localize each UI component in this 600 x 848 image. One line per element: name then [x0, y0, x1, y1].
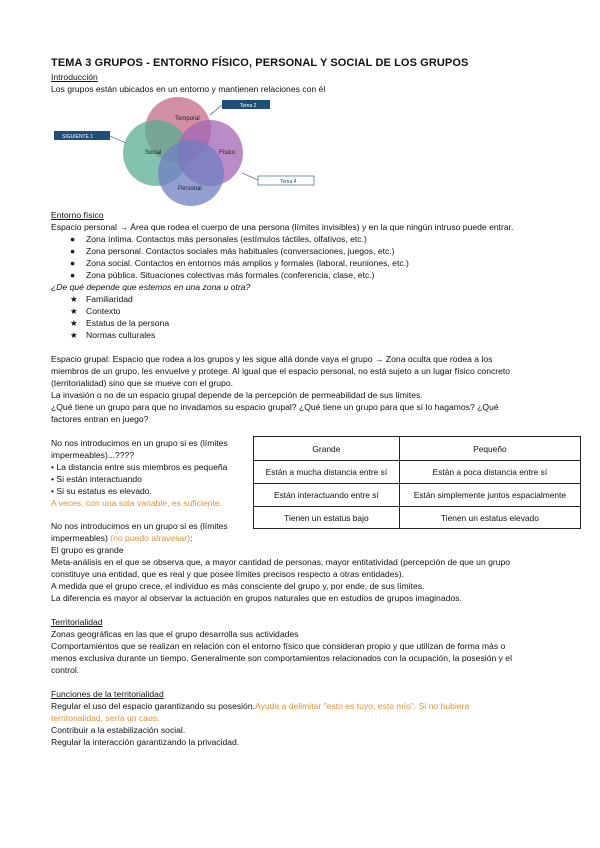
list-item: ★ Contexto [70, 306, 121, 316]
territorialidad-heading: Territorialidad [51, 617, 103, 627]
text-line: Comportamientos que se realizan en relación con el entorno físico que consideran propio y que utilizan de forma más o [51, 641, 506, 651]
orange-note: A veces, con una sola variable, es suficiente. [51, 498, 223, 508]
text-line: Zonas geográficas en las que el grupo desarrolla sus actividades [51, 629, 299, 639]
list-item: ● Zona íntima. Contactos más personales (estímulos táctiles, olfativos, etc.) [70, 234, 367, 244]
text-line: impermeables) (no puedo atravesar): [51, 533, 193, 543]
venn-diagram [50, 95, 350, 210]
orange-note: territorialidad, sería un caos. [51, 713, 160, 723]
funciones-heading: Funciones de la territorialidad [51, 689, 164, 699]
text-line: • Si están interactuando [51, 474, 142, 484]
label-temporal: Temporal [175, 116, 200, 122]
orange-note: Ayuda a delimitar "esto es tuyo, esto mío". Si no hubiera [255, 701, 470, 711]
table-header: Pequeño [399, 437, 580, 461]
text-line: control. [51, 665, 80, 675]
table-row [254, 484, 581, 507]
label-personal: Personal [178, 186, 202, 192]
orange-note: (no puedo atravesar) [110, 533, 191, 543]
list-item: ● Zona social. Contactos en entornos más amplios y formales (laboral, reuniones, etc.) [70, 258, 409, 268]
label-social: Social [145, 150, 162, 156]
table-cell: Están interactuando entre sí [254, 484, 400, 507]
text-line: Contribuir a la estabilización social. [51, 725, 186, 735]
table-cell: Están a poca distancia entre sí [399, 461, 580, 484]
table-cell: Están a mucha distancia entre sí [254, 461, 400, 484]
text-line: Meta-análisis en el que se observa que, a mayor cantidad de personas, mayor entitatividad (percepción de que un grupo [51, 557, 511, 567]
list-item: ● Zona pública. Situaciones colectivas más formales (conferencia, clase, etc.) [70, 270, 375, 280]
text-line: Espacio grupal: Espacio que rodea a los grupos y les sigue allá donde vaya el grupo → Zona oculta que rodea a los [51, 354, 493, 364]
list-item: ★ Estatus de la persona [70, 318, 170, 328]
text-line: • Si su estatus es elevado. [51, 486, 152, 496]
table-cell: Tienen un estatus elevado [399, 507, 580, 529]
text-line: constituye una entidad, que es real y que posee límites precisos respecto a otras entidades). [51, 569, 405, 579]
intro-heading: Introducción [51, 72, 98, 82]
label-fisico: Físico [219, 150, 236, 156]
table-header: Grande [254, 437, 400, 461]
list-item: ★ Normas culturales [70, 330, 156, 340]
text-line: ¿Qué tiene un grupo para que no invadamos su espacio grupal? ¿Qué tiene un grupo para que sí lo hagamos? ¿Qué [51, 402, 499, 412]
text-line: • La distancia entre sus miembros es pequeña [51, 462, 228, 472]
zona-question: ¿De qué depende que estemos en una zona u otra? [51, 282, 251, 292]
text-line: miembros de un grupo, les envuelve y protege. Al igual que el espacio personal, no está sujeto a un lugar físico concreto [51, 366, 511, 376]
text-line: La invasión o no de un espacio grupal depende de la percepción de permeabilidad de sus límites. [51, 390, 423, 400]
personal-circle [158, 140, 224, 206]
text-line: impermeables)...???? [51, 450, 135, 460]
tag-siguiente1-text: SIGUIENTE 1 [62, 134, 94, 140]
table-cell: Están simplemente juntos espacialmente [399, 484, 580, 507]
espacio-personal-def: Espacio personal → Área que rodea el cuerpo de una persona (límites invisibles) y en la que ningún intruso puede entrar. [51, 222, 514, 232]
text-line: No nos introducimos en un grupo si es (límites [51, 521, 228, 531]
table-row [254, 437, 581, 461]
table-cell: Tienen un estatus bajo [254, 507, 400, 529]
list-item: ● Zona personal. Contactos sociales más habituales (conversaciones, juegos, etc.) [70, 246, 395, 256]
text-line: A medida que el grupo crece, el individuo es más consciente del grupo y, por ende, de sus límites. [51, 581, 425, 591]
list-item: ★ Familiaridad [70, 294, 133, 304]
tag-tema4-text: Tema 4 [280, 179, 297, 185]
table-row [254, 461, 581, 484]
text-line: Regular la interacción garantizando la privacidad. [51, 737, 240, 747]
text-line: Regular el uso del espacio garantizando su posesión.Ayuda a delimitar "esto es tuyo, esto mío". Si no hubiera [51, 701, 470, 711]
text-line: factores entran en juego? [51, 414, 149, 424]
tag-tema2-text: Tema 2 [240, 103, 257, 109]
table-row [254, 507, 581, 529]
text-line: menos exclusiva durante un tiempo. Generalmente son comportamientos relacionados con la ocupación, la posesión y el [51, 653, 512, 663]
comparison-table [253, 436, 581, 529]
text-line: El grupo es grande [51, 545, 124, 555]
text-line: (territorialidad) sino que se mueve con el grupo. [51, 378, 233, 388]
intro-text: Los grupos están ubicados en un entorno y mantienen relaciones con él [51, 84, 326, 94]
text-line: No nos introducimos en un grupo si es (límites [51, 438, 228, 448]
text-line: La diferencia es mayor al observar la actuación en grupos naturales que en estudios de grupos imaginados. [51, 593, 462, 603]
entorno-heading: Entorno físico [51, 210, 104, 220]
page-title: TEMA 3 GRUPOS - ENTORNO FÍSICO, PERSONAL Y SOCIAL DE LOS GRUPOS [51, 57, 469, 69]
